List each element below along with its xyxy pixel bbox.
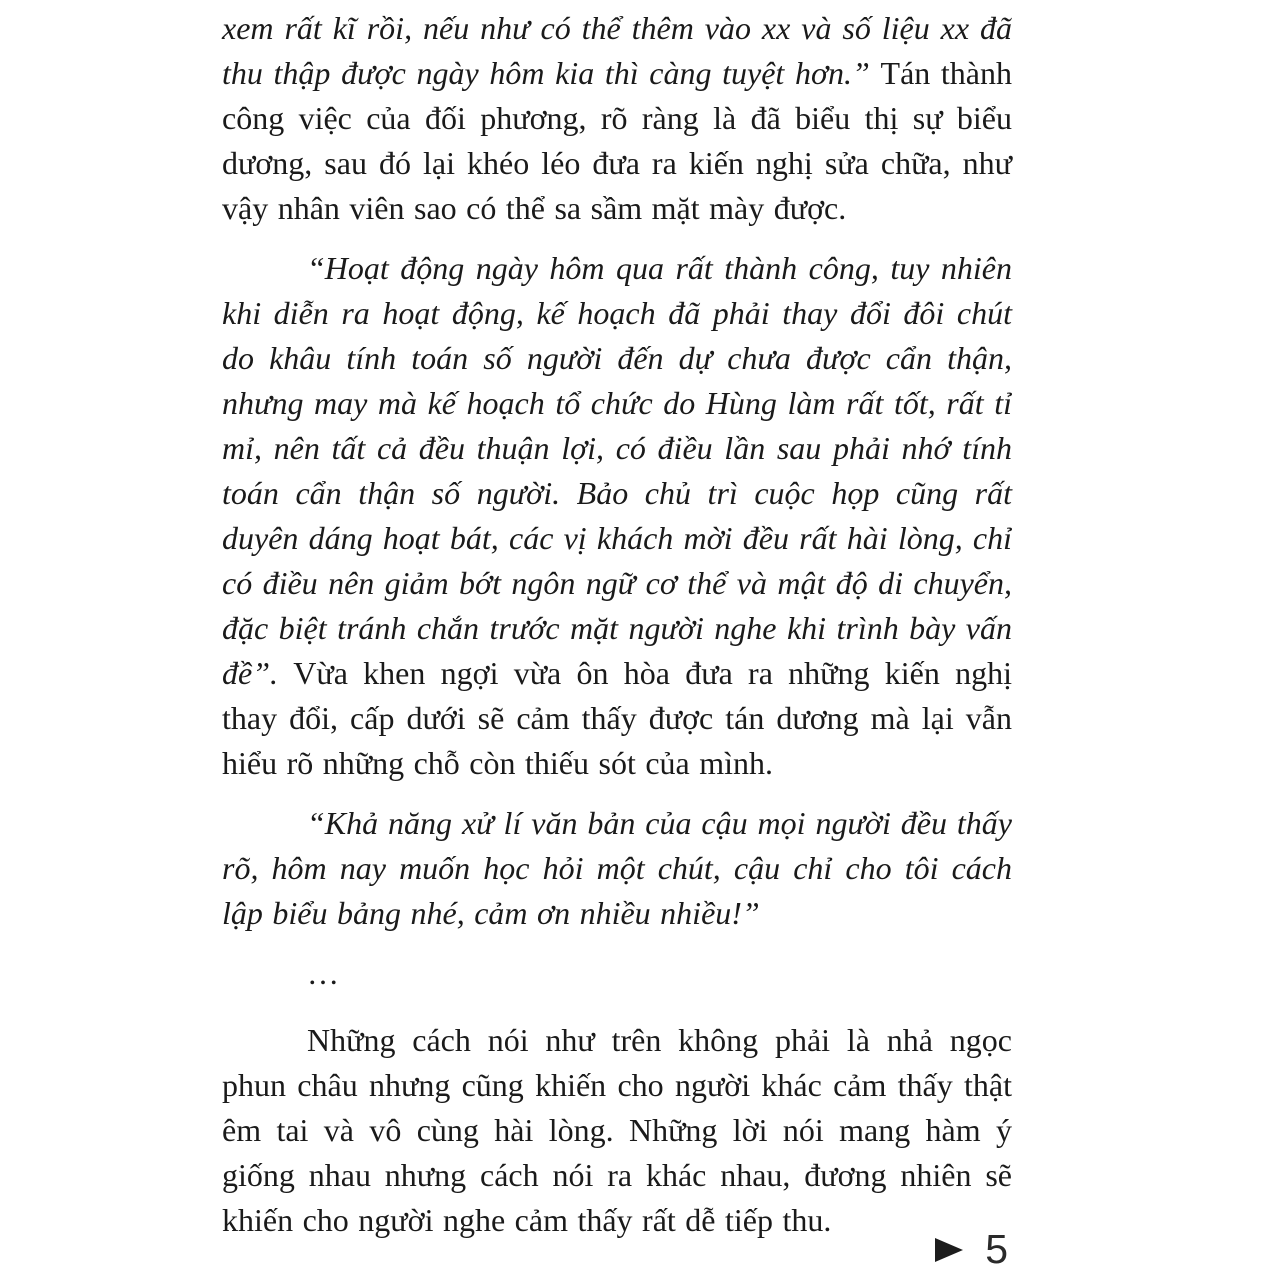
- ellipsis-text: …: [307, 955, 343, 991]
- quoted-speech-text: “Khả năng xử lí văn bản của cậu mọi người đều thấy rõ, hôm nay muốn học hỏi một chút, cậu chỉ cho tôi cách lập biểu bảng nhé, cảm ơn nhiều nhiều!”: [222, 805, 1012, 931]
- quoted-speech-text: “Hoạt động ngày hôm qua rất thành công, tuy nhiên khi diễn ra hoạt động, kế hoạch đã phải thay đổi đôi chút do khâu tính toán số người đến dự chưa được cẩn thận, nhưng may mà kế hoạch tổ chức do Hùng làm rất tốt, rất tỉ mỉ, nên tất cả đều thuận lợi, có điều lần sau phải nhớ tính toán cẩn thận số người. Bảo chủ trì cuộc họp cũng rất duyên dáng hoạt bát, các vị khách mời đều rất hài lòng, chỉ có điều nên giảm bớt ngôn ngữ cơ thể và mật độ di chuyển, đặc biệt tránh chắn trước mặt người nghe khi trình bày vấn đề”.: [222, 250, 1012, 691]
- paragraph-3: [222, 801, 1012, 936]
- paragraph-2: [222, 246, 1012, 786]
- body-text: [222, 6, 1012, 1258]
- paragraph-4: [222, 1018, 1012, 1243]
- narration-text: Tán thành công việc của đối phương, rõ ràng là đã biểu thị sự biểu dương, sau đó lại khéo léo đưa ra kiến nghị sửa chữa, như vậy nhân viên sao có thể sa sầm mặt mày được.: [222, 55, 1013, 226]
- narration-text: Vừa khen ngợi vừa ôn hòa đưa ra những kiến nghị thay đổi, cấp dưới sẽ cảm thấy được tán dương mà lại vẫn hiểu rõ những chỗ còn thiếu sót của mình.: [222, 655, 1013, 781]
- paragraph-1: [222, 6, 1012, 231]
- page-number: 5: [985, 1226, 1008, 1272]
- ellipsis-separator: [222, 951, 1012, 996]
- page-footer: [935, 1226, 1008, 1272]
- quoted-speech-text: xem rất kĩ rồi, nếu như có thể thêm vào xx và số liệu xx đã thu thập được ngày hôm kia thì càng tuyệt hơn.”: [222, 10, 1012, 91]
- page-marker-triangle-icon: [935, 1238, 963, 1262]
- narration-text: Những cách nói như trên không phải là nhả ngọc phun châu nhưng cũng khiến cho người khác cảm thấy thật êm tai và vô cùng hài lòng. Những lời nói mang hàm ý giống nhau nhưng cách nói ra khác nhau, đương nhiên sẽ khiến cho người nghe cảm thấy rất dễ tiếp thu.: [222, 1022, 1012, 1238]
